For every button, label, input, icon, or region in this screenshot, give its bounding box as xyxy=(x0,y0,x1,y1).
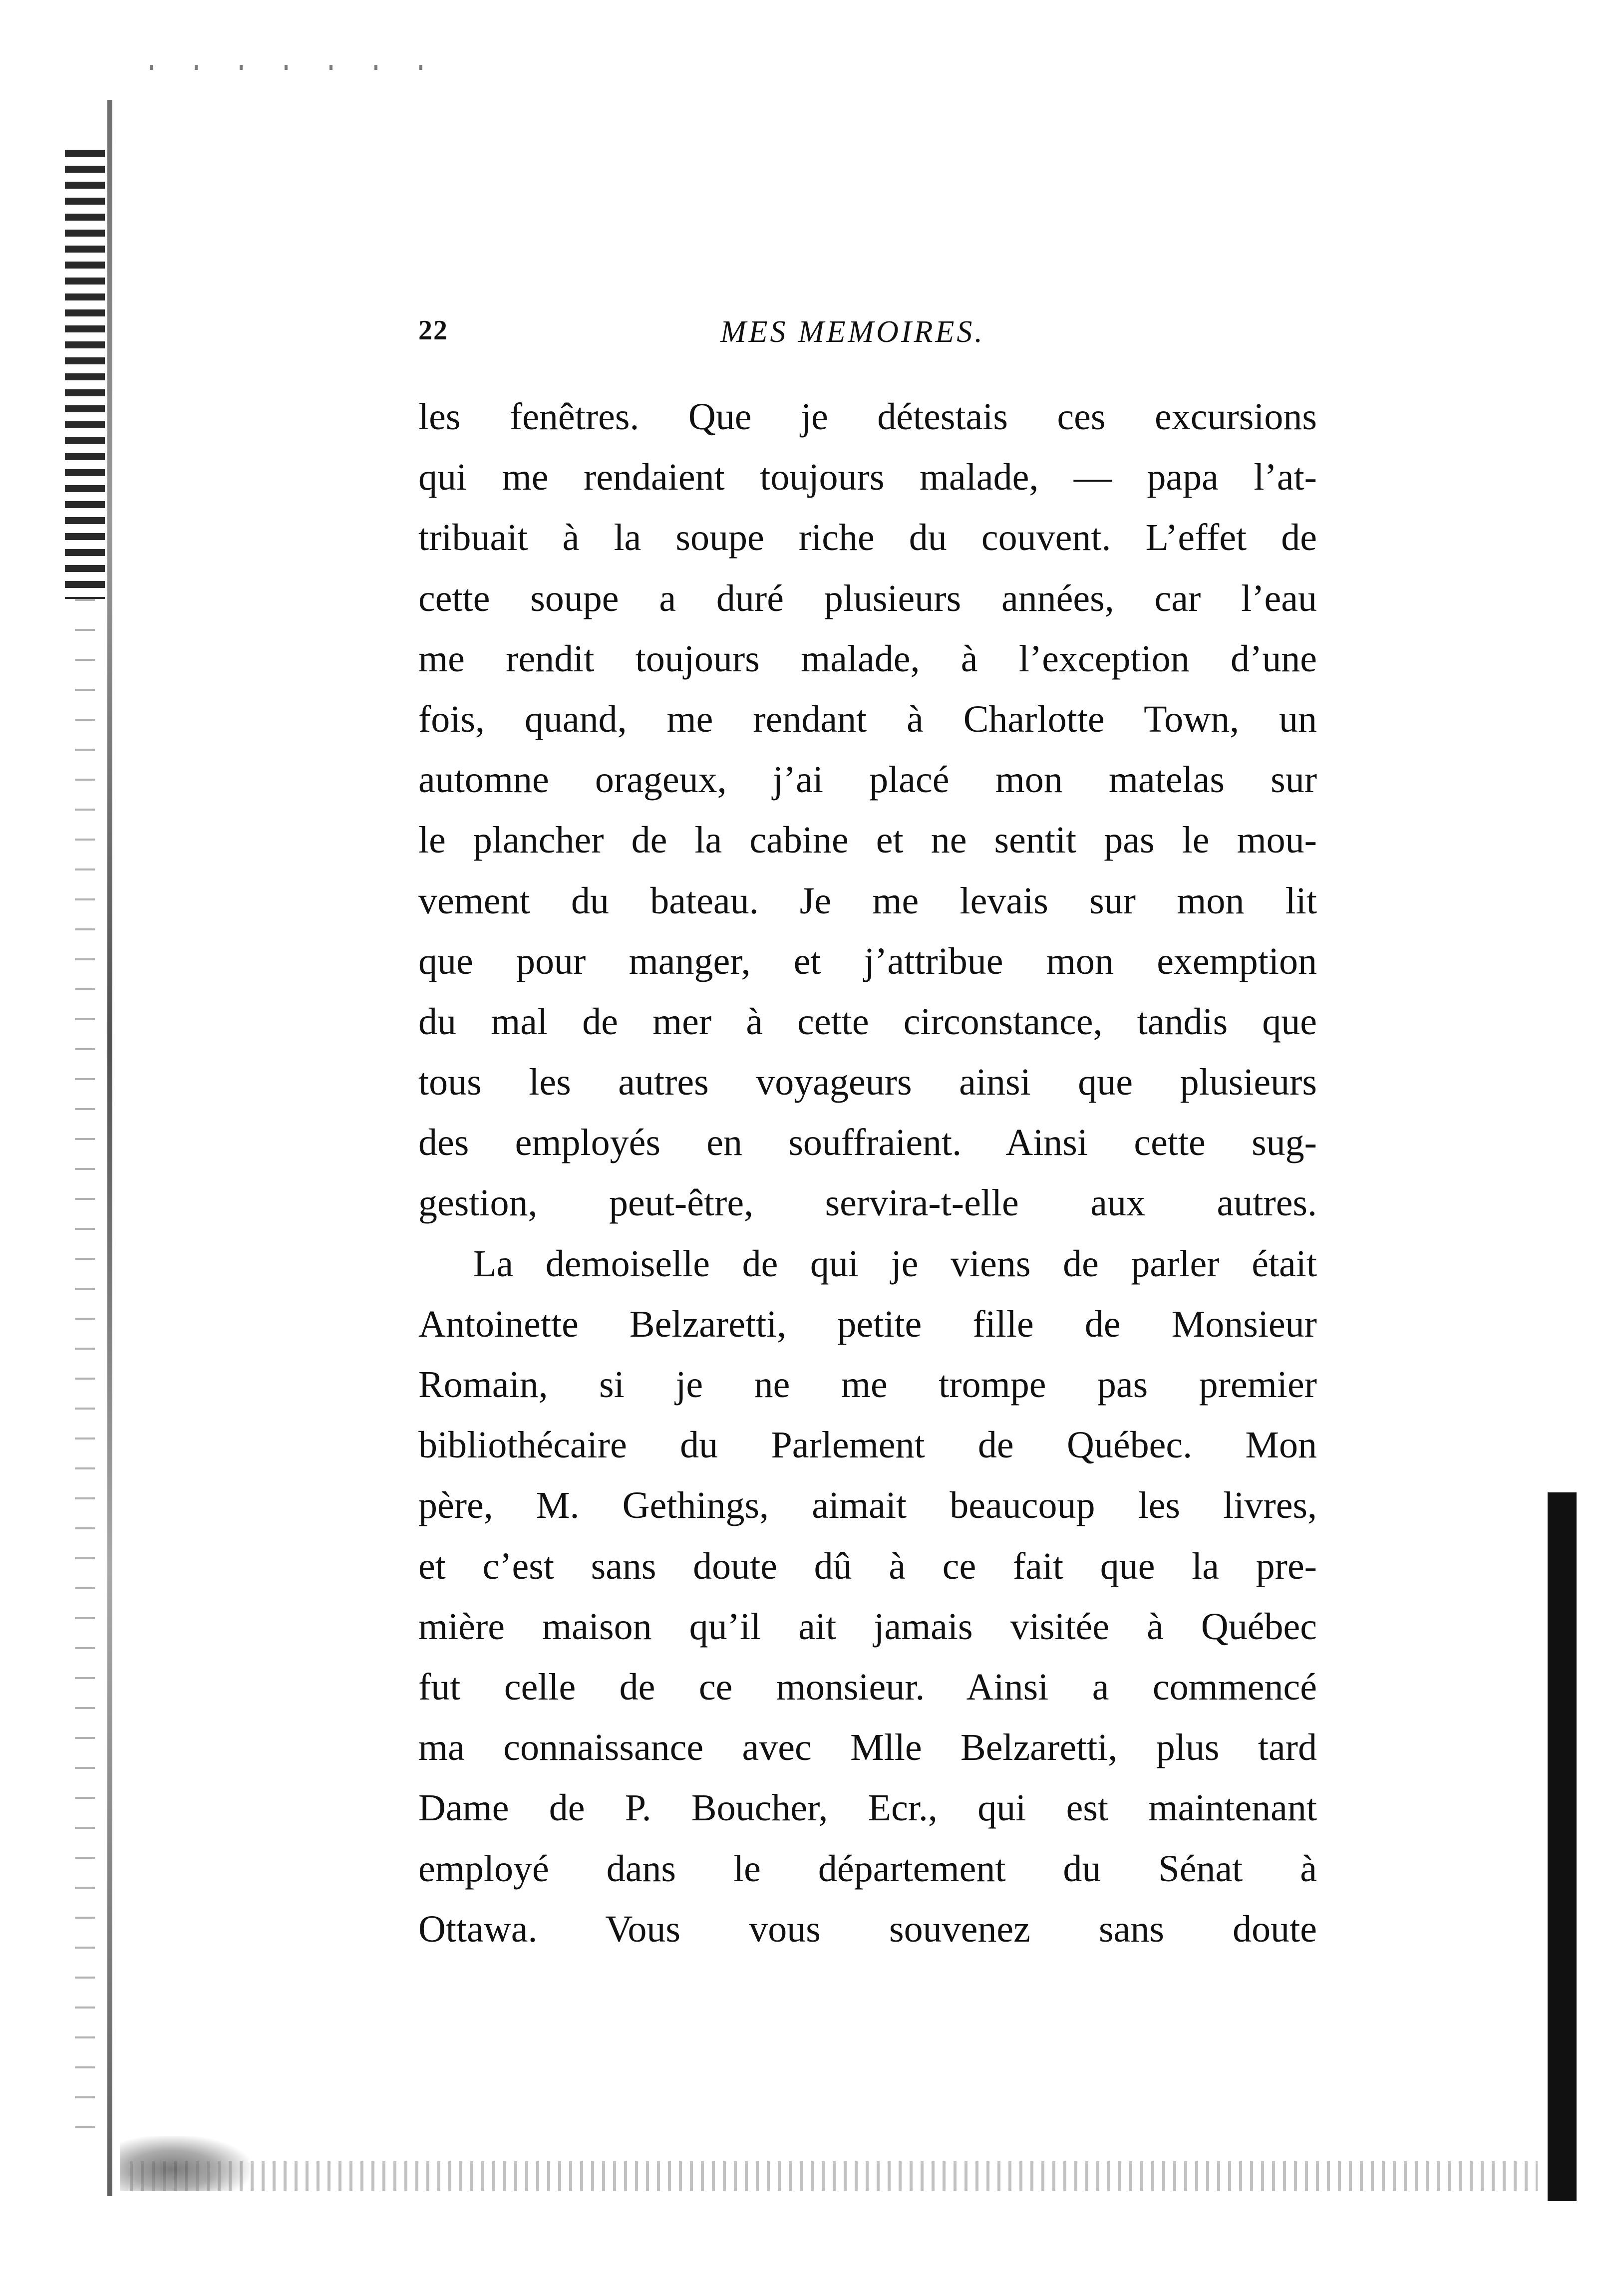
text-line: cette soupe a duré plusieurs années, car l’eau xyxy=(418,577,1317,619)
text-line: du mal de mer à cette circonstance, tandis que xyxy=(418,1000,1317,1043)
text-line: me rendit toujours malade, à l’exception d’une xyxy=(418,637,1317,680)
text-line: des employés en souffraient. Ainsi cette sug- xyxy=(418,1122,1317,1164)
scan-top-specks xyxy=(150,65,449,70)
text-line: employé dans le département du Sénat à xyxy=(418,1847,1317,1890)
text-line: les fenêtres. Que je détestais ces excursions xyxy=(418,396,1317,438)
text-line: Antoinette Belzaretti, petite fille de Monsieur xyxy=(418,1303,1317,1345)
text-line: Romain, si je ne me trompe pas premier xyxy=(418,1364,1317,1406)
scan-right-edge-bar xyxy=(1548,1492,1577,2201)
text-line: bibliothécaire du Parlement de Québec. Mon xyxy=(418,1424,1317,1466)
scan-margin-marks xyxy=(65,150,105,599)
text-line: gestion, peut-être, servira-t-elle aux autres. xyxy=(418,1182,1317,1224)
text-line: que pour manger, et j’attribue mon exemption xyxy=(418,940,1317,982)
scan-corner-smudge xyxy=(120,2136,250,2191)
text-line: le plancher de la cabine et ne sentit pas le mou- xyxy=(418,819,1317,861)
text-line: fois, quand, me rendant à Charlotte Town, un xyxy=(418,698,1317,740)
text-line: père, M. Gethings, aimait beaucoup les livres, xyxy=(418,1484,1317,1527)
scan-margin-specks xyxy=(75,599,95,2146)
text-line: mière maison qu’il ait jamais visitée à Québec xyxy=(418,1605,1317,1648)
text-line: qui me rendaient toujours malade, — papa l’at- xyxy=(418,456,1317,499)
text-line: Ottawa. Vous vous souvenez sans doute xyxy=(418,1908,1317,1950)
scan-bottom-noise xyxy=(130,2161,1538,2191)
text-line: automne orageux, j’ai placé mon matelas sur xyxy=(418,759,1317,801)
paragraph-first-line: La demoiselle de qui je viens de parler était xyxy=(473,1242,1317,1285)
binding-edge xyxy=(107,100,112,2196)
text-line: tous les autres voyageurs ainsi que plusieurs xyxy=(418,1061,1317,1104)
text-line: vement du bateau. Je me levais sur mon lit xyxy=(418,879,1317,922)
text-line: fut celle de ce monsieur. Ainsi a commencé xyxy=(418,1666,1317,1708)
body-text xyxy=(418,387,1317,1960)
page-header xyxy=(418,314,1317,359)
text-line: ma connaissance avec Mlle Belzaretti, plus tard xyxy=(418,1726,1317,1769)
text-line: et c’est sans doute dû à ce fait que la pre- xyxy=(418,1545,1317,1587)
running-title: MES MEMOIRES. xyxy=(720,315,985,349)
text-line: tribuait à la soupe riche du couvent. L’effet de xyxy=(418,517,1317,559)
text-line: Dame de P. Boucher, Ecr., qui est maintenant xyxy=(418,1787,1317,1829)
page-number: 22 xyxy=(418,315,448,346)
